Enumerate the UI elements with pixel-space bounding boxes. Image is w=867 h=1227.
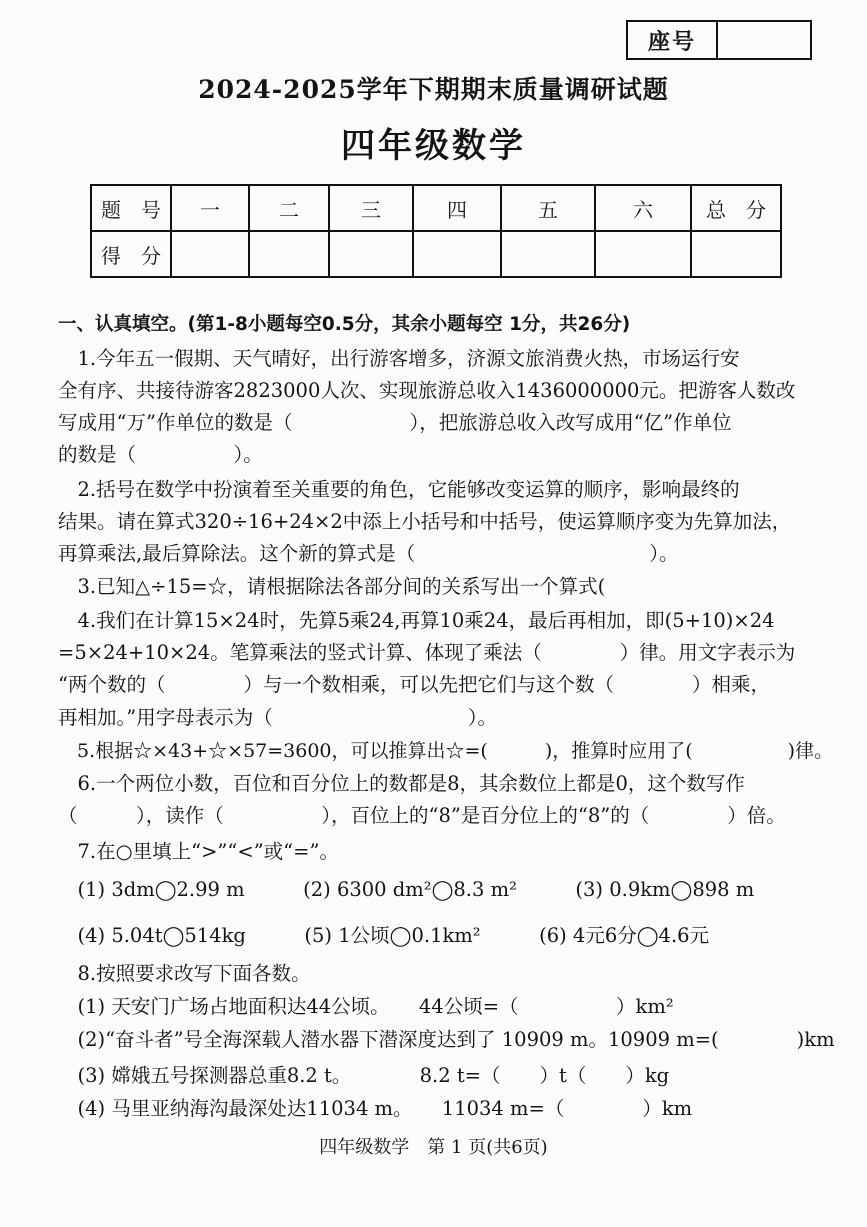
seat-label: 座号 (628, 22, 718, 58)
score-header-cell: 五 (501, 185, 595, 231)
score-row-label: 得 分 (91, 231, 171, 277)
question-line: 8.按照要求改写下面各数。 (58, 962, 311, 985)
score-header-cell: 二 (249, 185, 329, 231)
question-line: 4.我们在计算15×24时，先算5乘24,再算10乘24，最后再相加，即(5+10)×24 (58, 609, 775, 632)
question-line: 结果。请在算式320÷16+24×2中添上小括号和中括号，使运算顺序变为先算加法， (58, 510, 792, 533)
question-line: 全有序、共接待游客2823000人次、实现旅游总收入1436000000元。把游客人数改 (58, 379, 796, 402)
score-header-cell: 三 (329, 185, 413, 231)
score-header-cell: 总 分 (691, 185, 781, 231)
question-line: =5×24+10×24。笔算乘法的竖式计算、体现了乘法（ ）律。用文字表示为 (58, 641, 796, 664)
seat-number-box (626, 20, 812, 60)
section1-heading: 一、认真填空。(第1-8小题每空0.5分，其余小题每空 1分，共26分) (58, 314, 631, 335)
score-header-cell: 题 号 (91, 185, 171, 231)
question-line: 7.在○里填上“>”“<”或“=”。 (58, 840, 339, 863)
score-cell[interactable] (171, 231, 249, 277)
score-cell[interactable] (595, 231, 691, 277)
question-line: 再相加。”用字母表示为（ ）。 (58, 706, 497, 729)
subject-title: 四年级数学 (341, 126, 526, 166)
score-cell[interactable] (691, 231, 781, 277)
compare-row: (1) 3dm◯2.99 m (2) 6300 dm²◯8.3 m² (3) 0.9km◯898 m (58, 878, 755, 901)
question-line: 写成用“万”作单位的数是（ ），把旅游总收入改写成用“亿”作单位 (58, 411, 732, 434)
question-line: 再算乘法,最后算除法。这个新的算式是（ ）。 (58, 542, 679, 565)
conversion-line: (1) 天安门广场占地面积达44公顷。 44公顷=（ ）km² (58, 995, 674, 1018)
score-cell[interactable] (329, 231, 413, 277)
score-table (90, 184, 782, 278)
score-table-header-row (91, 185, 781, 231)
conversion-line: (3) 嫦娥五号探测器总重8.2 t。 8.2 t=（ ）t（ ）kg (58, 1064, 670, 1087)
question-line: 1.今年五一假期、天气晴好，出行游客增多，济源文旅消费火热，市场运行安 (58, 347, 740, 370)
exam-title: 2024-2025学年下期期末质量调研试题 (198, 75, 669, 104)
question-line: 3.已知△÷15=☆，请根据除法各部分间的关系写出一个算式( (58, 575, 606, 598)
question-line: （ ），读作（ ），百位上的“8”是百分位上的“8”的（ ）倍。 (58, 804, 786, 827)
question-line: 的数是（ ）。 (58, 443, 263, 466)
question-line: 2.括号在数学中扮演着至关重要的角色，它能够改变运算的顺序，影响最终的 (58, 478, 740, 501)
score-table-score-row (91, 231, 781, 277)
score-cell[interactable] (249, 231, 329, 277)
seat-number-blank[interactable] (718, 22, 810, 58)
score-header-cell: 一 (171, 185, 249, 231)
score-cell[interactable] (501, 231, 595, 277)
conversion-line: (4) 马里亚纳海沟最深处达11034 m。 11034 m=（ ）km (58, 1097, 693, 1120)
conversion-line: (2)“奋斗者”号全海深载人潜水器下潜深度达到了 10909 m。10909 m=( )km (58, 1028, 835, 1051)
score-header-cell: 四 (413, 185, 501, 231)
page-footer: 四年级数学 第 1 页(共6页) (319, 1137, 548, 1158)
question-line: 6.一个两位小数，百位和百分位上的数都是8，其余数位上都是0，这个数写作 (58, 772, 745, 795)
score-header-cell: 六 (595, 185, 691, 231)
question-line: “两个数的（ ）与一个数相乘，可以先把它们与这个数（ ）相乘， (58, 673, 770, 696)
question-line: 5.根据☆×43+☆×57=3600，可以推算出☆=( )，推算时应用了( )律。 (58, 740, 834, 762)
score-cell[interactable] (413, 231, 501, 277)
compare-row: (4) 5.04t◯514kg (5) 1公顷◯0.1km² (6) 4元6分◯4.6元 (58, 924, 710, 947)
